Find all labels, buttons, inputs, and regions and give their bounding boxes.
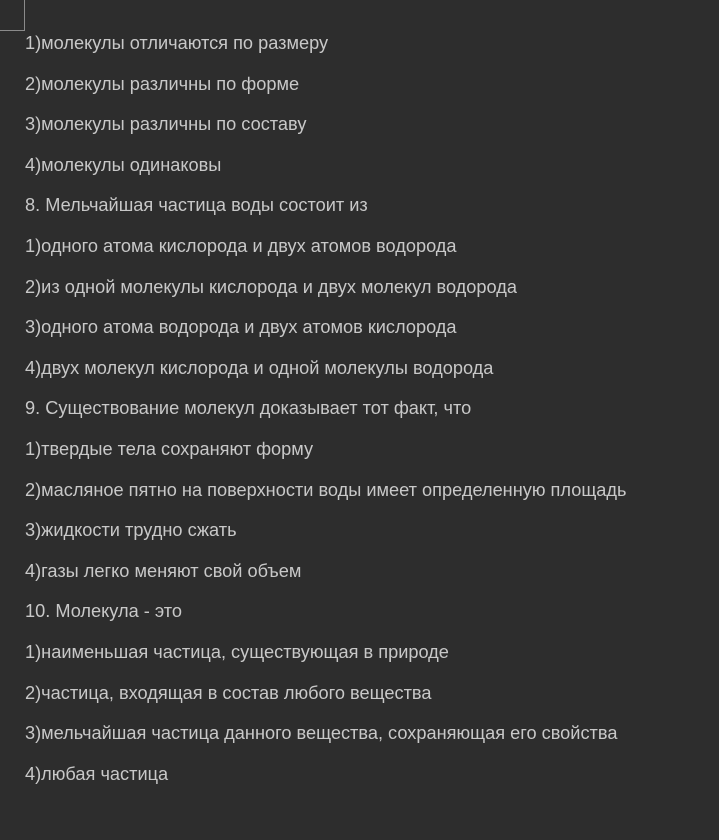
- text-line-option: 1)одного атома кислорода и двух атомов водорода: [25, 235, 457, 256]
- text-boundary-corner-mark: [0, 0, 25, 31]
- text-line-option: 4)молекулы одинаковы: [25, 154, 222, 175]
- text-line-option: 3)мельчайшая частица данного вещества, сохраняющая его свойства: [25, 723, 618, 744]
- document-text: [25, 30, 627, 801]
- text-line-question: 9. Существование молекул доказывает тот факт, что: [25, 398, 472, 419]
- text-line-option: 2)из одной молекулы кислорода и двух молекул водорода: [25, 276, 517, 297]
- text-line-question: 8. Мельчайшая частица воды состоит из: [25, 195, 368, 216]
- text-line-option: 4)любая частица: [25, 763, 169, 784]
- text-line-option: 3)одного атома водорода и двух атомов кислорода: [25, 317, 457, 338]
- text-line-option: 1)молекулы отличаются по размеру: [25, 33, 329, 53]
- text-line-option: 3)жидкости трудно сжать: [25, 520, 237, 541]
- text-line-option: 2)частица, входящая в состав любого вещества: [25, 682, 432, 703]
- text-line-option: 2)масляное пятно на поверхности воды имеет определенную площадь: [25, 479, 627, 500]
- text-line-question: 10. Молекула - это: [25, 601, 182, 622]
- text-line-option: 4)двух молекул кислорода и одной молекулы водорода: [25, 357, 494, 378]
- text-line-option: 1)твердые тела сохраняют форму: [25, 438, 314, 459]
- text-line-option: 4)газы легко меняют свой объем: [25, 560, 302, 581]
- text-line-option: 1)наименьшая частица, существующая в природе: [25, 641, 449, 662]
- text-line-option: 2)молекулы различны по форме: [25, 73, 300, 94]
- text-line-option: 3)молекулы различны по составу: [25, 114, 307, 135]
